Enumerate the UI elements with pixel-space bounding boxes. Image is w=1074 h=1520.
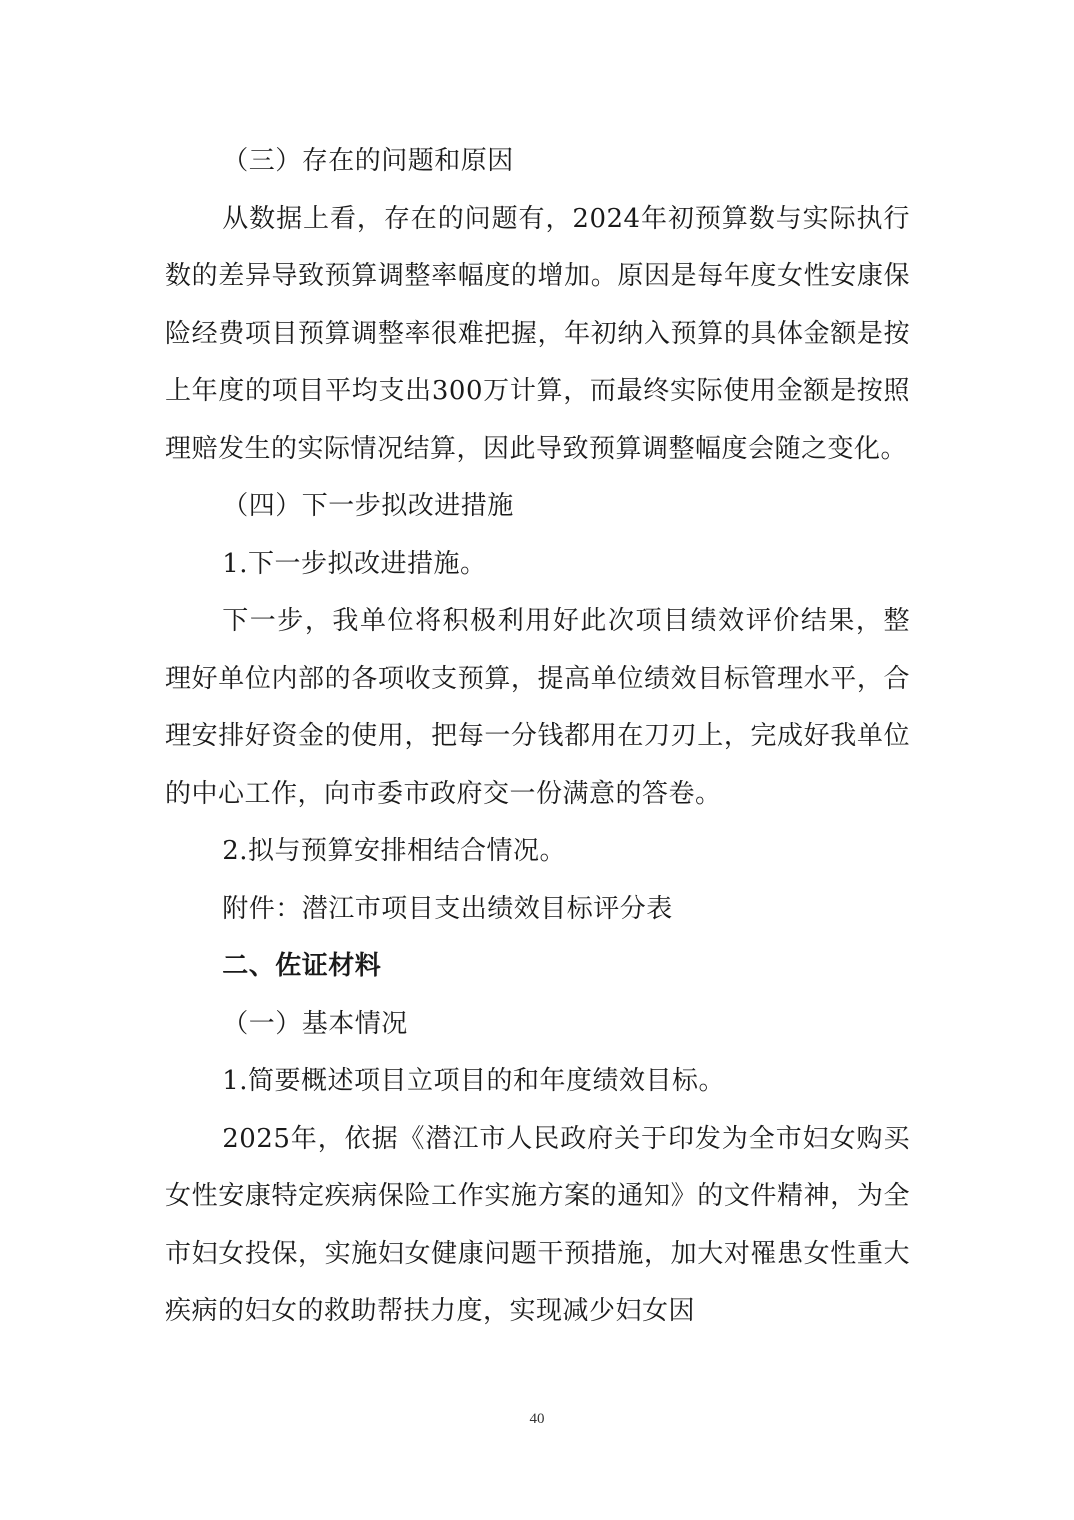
basic-info-item-1: 1.简要概述项目立项目的和年度绩效目标。 <box>222 1066 725 1096</box>
section-4-heading: （四）下一步拟改进措施 <box>222 491 514 521</box>
improvement-item-1-body: 下一步，我单位将积极利用好此次项目绩效评价结果，整理好单位内部的各项收支预算，提高单位绩效目标管理水平，合理安排好资金的使用，把每一分钱都用在刀刃上，完成好我单位的中心工作，向市委市政府交一份满意的答卷。 <box>165 606 910 809</box>
basic-info-heading: （一）基本情况 <box>222 1008 408 1039</box>
section-3-body: 从数据上看，存在的问题有，2024年初预算数与实际执行数的差异导致预算调整率幅度的增加。原因是每年度女性安康保险经费项目预算调整率很难把握，年初纳入预算的具体金额是按上年度的项目平均支出300万计算，而最终实际使用金额是按照理赔发生的实际情况结算，因此导致预算调整幅度会随之变化。 <box>165 203 910 464</box>
improvement-item-2: 2.拟与预算安排相结合情况。 <box>222 836 566 866</box>
attachment-line: 附件：潜江市项目支出绩效目标评分表 <box>222 893 673 924</box>
section-3-heading: （三）存在的问题和原因 <box>222 146 514 176</box>
document-body <box>165 133 910 1341</box>
part-2-heading: 二、佐证材料 <box>222 951 382 981</box>
basic-info-body: 2025年，依据《潜江市人民政府关于印发为全市妇女购买女性安康特定疾病保险工作实施方案的通知》的文件精神，为全市妇女投保，实施妇女健康问题干预措施，加大对罹患女性重大疾病的妇女的救助帮扶力度，实现减少妇女因 <box>165 1123 910 1326</box>
improvement-item-1: 1.下一步拟改进措施。 <box>222 548 487 579</box>
page-number: 40 <box>529 1411 545 1427</box>
